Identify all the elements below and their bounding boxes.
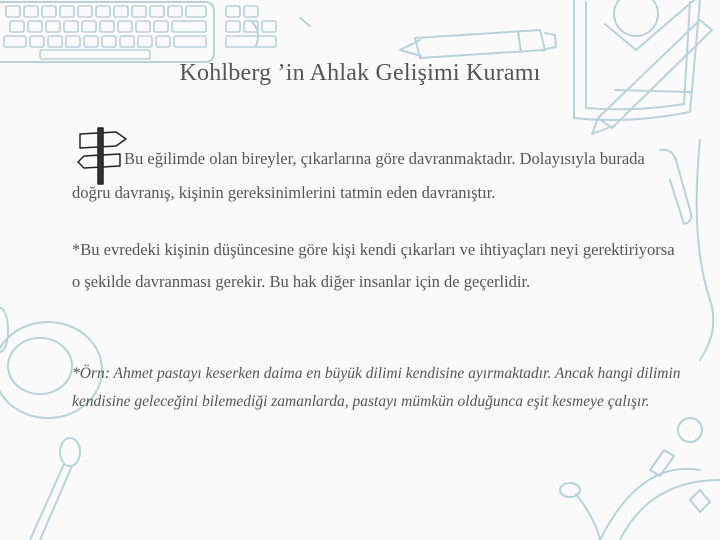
button-badge-icon	[678, 418, 702, 442]
key-cluster-icon	[226, 6, 276, 47]
paragraph-stage-description: *Bu evredeki kişinin düşüncesine göre kişi kendi çıkarları ve ihtiyaçları neyi gerektiriyorsa o şekilde davranması gerekir. Bu hak diğer insanlar için de geçerlidir.	[72, 240, 675, 291]
pencil-icon	[400, 30, 556, 58]
slide-title: Kohlberg ’in Ahlak Gelişimi Kuramı	[179, 60, 541, 86]
paragraph-orientation	[72, 142, 682, 210]
cable-icon	[697, 140, 714, 360]
earphones-icon	[560, 450, 720, 540]
spoon-icon	[30, 438, 80, 540]
paper-clip-icon	[250, 18, 310, 46]
paragraph-example: *Örn: Ahmet pastayı keserken daima en büyük dilimi kendisine ayırmaktadır. Ancak hangi dilimin kendisine geleceğini bilemediği zamanlarda, pastayı mümkün olduğunca eşit kesmeye çalışır.	[72, 365, 681, 410]
keyboard-icon	[0, 2, 214, 62]
paragraph-1-text: Bu eğilimde olan bireyler, çıkarlarına göre davranmaktadır. Dolayısıyla burada doğru davranış, kişinin gereksinimlerini tatmin eden davranıştır.	[72, 149, 645, 202]
